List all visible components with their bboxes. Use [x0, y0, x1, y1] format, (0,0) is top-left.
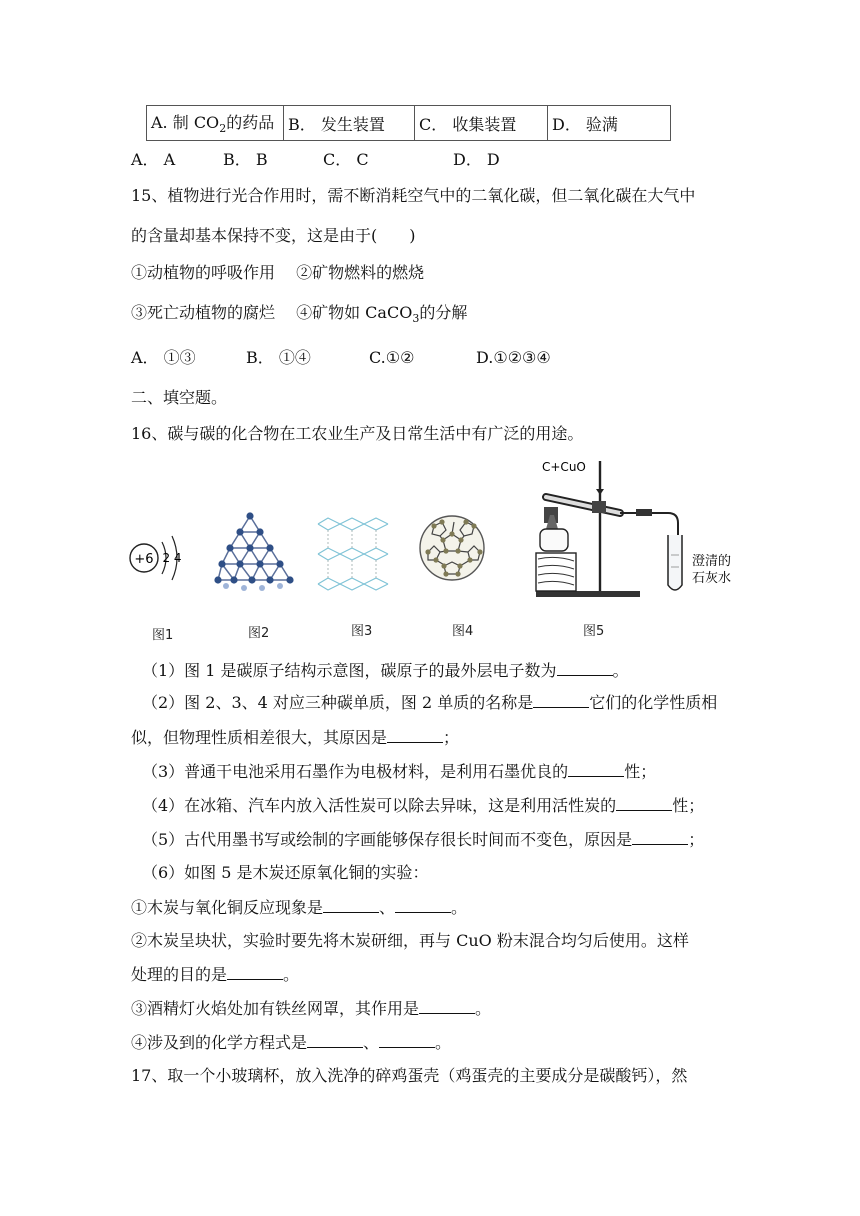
table-cell-d: D． 验满 — [548, 106, 671, 141]
caption-fig2: 图2 — [248, 626, 270, 641]
caption-fig4: 图4 — [452, 624, 474, 639]
q15-statements-3-4: ③死亡动植物的腐烂 ④矿物如 CaCO$_3$的分解 — [131, 303, 468, 326]
q16-part-5: （5）古代用墨书写或绘制的字画能够保存很长时间而不变色，原因是 ； — [142, 830, 705, 849]
q16-intro: 16、碳与碳的化合物在工农业生产及日常生活中有广泛的用途。 — [131, 424, 584, 443]
q16-part-6-4: ④涉及到的化学方程式是 、 。 — [131, 1033, 452, 1052]
caption-fig5: 图5 — [583, 624, 605, 639]
q16-part-6-2-line1: ②木炭呈块状，实验时要先将木炭研细，再与 CuO 粉末混合均匀后使用。这样 — [131, 931, 689, 950]
carbon-atom-diagram — [128, 526, 190, 590]
answer-blank[interactable] — [379, 1032, 435, 1048]
option-b: B． ①④ — [246, 348, 311, 367]
caption-fig3: 图3 — [351, 624, 373, 639]
diamond-structure-image — [210, 510, 300, 596]
q16-part-2-line2: 似，但物理性质相差很大，其原因是 ； — [131, 728, 460, 747]
q14-options-table — [146, 105, 671, 141]
q16-part-4: （4）在冰箱、汽车内放入活性炭可以除去异味，这是利用活性炭的 性； — [142, 796, 705, 815]
option-c: C． C — [323, 150, 369, 169]
answer-blank[interactable] — [557, 660, 613, 676]
table-cell-b: B． 发生装置 — [284, 106, 415, 141]
table-cell-a: A. 制 $CO_2$的药品 — [147, 106, 284, 141]
q15-answer-options — [131, 348, 551, 368]
label-limewater-2: 石灰水 — [692, 571, 732, 586]
q16-part-6: （6）如图 5 是木炭还原氧化铜的实验： — [142, 863, 429, 882]
option-a: A． ①③ — [131, 348, 196, 367]
answer-blank[interactable] — [395, 897, 451, 913]
q17-stem-line1: 17、取一个小玻璃杯，放入洗净的碎鸡蛋壳（鸡蛋壳的主要成分是碳酸钙），然 — [131, 1066, 688, 1085]
q15-stem-line2: 的含量却基本保持不变，这是由于( ) — [131, 226, 416, 245]
c60-structure-image — [416, 508, 488, 588]
caption-fig1: 图1 — [152, 628, 174, 643]
charcoal-reduction-apparatus — [528, 455, 742, 605]
answer-blank[interactable] — [387, 727, 443, 743]
option-b: B． B — [223, 150, 268, 169]
option-c: C.①② — [369, 348, 415, 367]
q15-statements-1-2: ①动植物的呼吸作用 ②矿物燃料的燃烧 — [131, 263, 425, 282]
option-d: D.①②③④ — [476, 348, 551, 367]
q16-part-1: （1）图 1 是碳原子结构示意图，碳原子的最外层电子数为 。 — [142, 661, 629, 680]
q16-part-2-line1: （2）图 2、3、4 对应三种碳单质，图 2 单质的名称是 它们的化学性质相 — [142, 693, 718, 712]
label-reagent: C+CuO — [542, 460, 586, 474]
option-a: A． A — [131, 150, 176, 169]
q16-part-3: （3）普通干电池采用石墨作为电极材料，是利用石墨优良的 性； — [142, 762, 657, 781]
svg-text:+6: +6 — [134, 552, 154, 567]
answer-blank[interactable] — [632, 829, 688, 845]
q16-part-6-2-line2: 处理的目的是 。 — [131, 965, 300, 984]
answer-blank[interactable] — [419, 998, 475, 1014]
q15-stem-line1: 15、植物进行光合作用时，需不断消耗空气中的二氧化碳，但二氧化碳在大气中 — [131, 186, 696, 205]
answer-blank[interactable] — [323, 897, 379, 913]
svg-text:2 4: 2 4 — [162, 551, 182, 565]
answer-blank[interactable] — [568, 761, 624, 777]
label-limewater-1: 澄清的 — [692, 554, 732, 569]
option-d: D． D — [453, 150, 500, 169]
answer-blank[interactable] — [307, 1032, 363, 1048]
q16-part-6-1: ①木炭与氧化铜反应现象是 、 。 — [131, 898, 468, 917]
graphite-structure-image — [314, 512, 396, 594]
answer-blank[interactable] — [616, 795, 672, 811]
answer-blank[interactable] — [533, 692, 589, 708]
answer-blank[interactable] — [227, 964, 283, 980]
table-cell-c: C． 收集装置 — [415, 106, 548, 141]
q14-answer-options — [131, 150, 500, 170]
section-heading-fill-in: 二、填空题。 — [131, 388, 228, 407]
q16-part-6-3: ③酒精灯火焰处加有铁丝网罩，其作用是 。 — [131, 999, 492, 1018]
